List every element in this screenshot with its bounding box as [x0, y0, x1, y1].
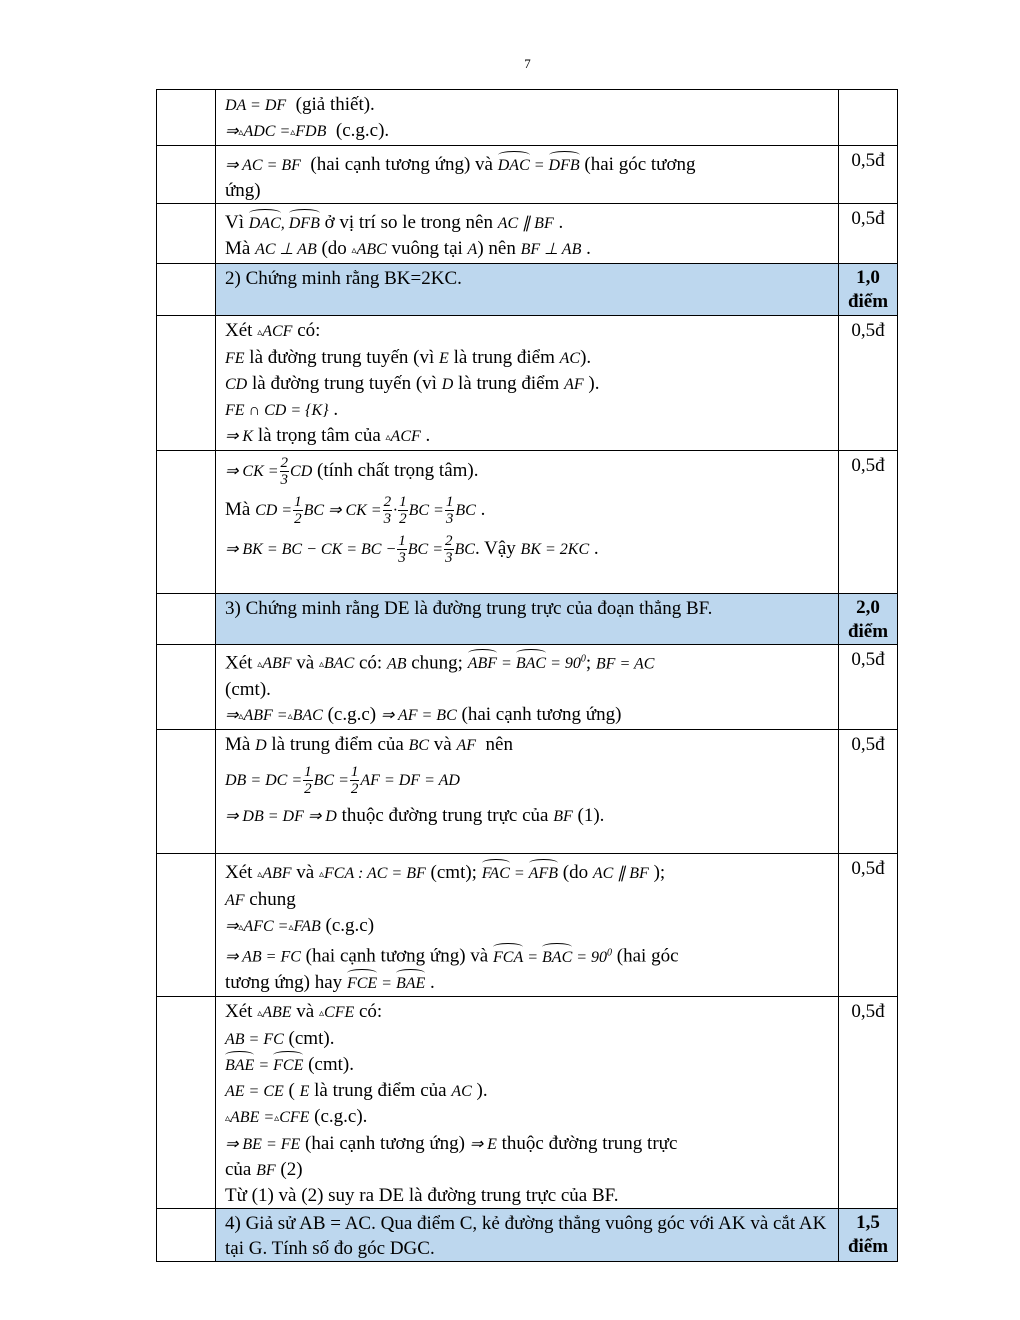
text: (cmt). — [308, 1053, 354, 1075]
score-cell: 0,5đ — [839, 316, 898, 451]
score-value: 2,0 — [856, 597, 880, 618]
score-cell: 0,5đ — [839, 996, 898, 1208]
text: (c.g.c). — [335, 120, 390, 141]
text: Mà — [225, 238, 251, 259]
section-title: 4) Giả sử AB = AC. Qua điểm C, kẻ đường thẳng vuông góc với AK và cắt AK tại G. Tính số đo góc DGC. — [216, 1208, 839, 1261]
text: nên — [485, 734, 513, 756]
text: ứng) — [225, 180, 261, 201]
table-row — [157, 451, 898, 594]
solution-table — [156, 89, 898, 1262]
text: (cmt); — [430, 862, 477, 884]
text: và — [296, 862, 315, 884]
text: Xét — [225, 320, 253, 341]
empty-cell — [157, 90, 216, 146]
text: là trung điểm của — [314, 1079, 447, 1101]
score-cell: 0,5đ — [839, 730, 898, 854]
text: và — [433, 734, 452, 756]
text: thuộc đường trung trực — [501, 1132, 678, 1154]
solution-cell: Xét ▵ABF và ▵BAC có: AB chung; ABF = BAC = $90^0$; BF = AC (cmt). ⇒▵ABF =▵BAC (c.g.c) ⇒ AF = BC (hai cạnh tương ứng) — [216, 645, 839, 730]
score-value: 1,0 — [856, 267, 880, 288]
text: là trung điểm — [453, 347, 555, 368]
table-row-section-header — [157, 264, 898, 316]
table-row — [157, 146, 898, 204]
text: (hai cạnh tương ứng) và — [310, 154, 493, 175]
text: (hai cạnh tương ứng) và — [305, 945, 489, 967]
empty-cell — [157, 146, 216, 204]
text: ở vị trí so le trong nên — [324, 212, 493, 233]
text: có: — [358, 652, 383, 674]
score-cell: 0,5đ — [839, 204, 898, 264]
text: (hai cạnh tương ứng) — [461, 704, 622, 726]
solution-cell: Mà D là trung điểm của BC và AF nên DB = DC = $\frac{1}{2}$ BC = $\frac{1}{2}$ AF = DF = AD ⇒ DB = DF ⇒ D thuộc đường trung trực của BF (1). — [216, 730, 839, 854]
score-value: 1,5 — [856, 1211, 880, 1233]
text: và — [296, 1000, 315, 1022]
text: của — [225, 1158, 252, 1180]
table-row — [157, 645, 898, 730]
text: chung; — [411, 652, 463, 674]
text: Vì — [225, 212, 244, 233]
empty-cell — [157, 996, 216, 1208]
empty-cell — [157, 854, 216, 996]
text: Xét — [225, 1000, 253, 1022]
table-row — [157, 996, 898, 1208]
empty-cell — [157, 730, 216, 854]
score-cell — [839, 90, 898, 146]
table-row — [157, 854, 898, 996]
text: Từ (1) và (2) suy ra DE là đường trung trực của BF. — [225, 1184, 619, 1206]
text: và — [296, 652, 315, 674]
text: (hai góc — [616, 945, 679, 967]
text: là trung điểm — [458, 373, 560, 394]
text: Mà — [225, 498, 251, 520]
text: ) nên — [477, 238, 516, 259]
text: Xét — [225, 652, 253, 674]
text: thuộc đường trung trực của — [341, 805, 549, 827]
text: . Vậy — [474, 537, 516, 559]
text: là trọng tâm của — [257, 425, 381, 446]
empty-cell — [157, 204, 216, 264]
text: (hai cạnh tương ứng) — [305, 1132, 465, 1154]
section-title: 2) Chứng minh rằng BK=2KC. — [216, 264, 839, 316]
text: (c.g.c) — [325, 915, 375, 937]
section-score — [839, 264, 898, 316]
text: (cmt). — [225, 679, 271, 701]
text: (c.g.c). — [314, 1105, 368, 1127]
solution-cell: ⇒ CK = $\frac{2}{3}$ CD (tính chất trọng tâm). Mà CD = $\frac{1}{2}$ BC ⇒ CK = $\frac{2}{3}$ · $\frac{1}{2}$ BC = $\frac{1}{3}$ BC . ⇒ BK = BC − CK = BC − $\frac{1}{3}$ BC = $\frac{2}{3}$ BC. Vậy BK = 2KC . — [216, 451, 839, 594]
score-cell: 0,5đ — [839, 854, 898, 996]
text: (tính chất trọng tâm). — [317, 459, 479, 481]
score-unit: điểm — [847, 1235, 889, 1257]
text: (do — [562, 862, 589, 884]
score-cell: 0,5đ — [839, 146, 898, 204]
empty-cell — [157, 645, 216, 730]
text: tương ứng) hay — [225, 971, 343, 993]
text: (hai góc tương — [584, 154, 696, 175]
table-row — [157, 204, 898, 264]
text: Mà — [225, 734, 251, 756]
score-unit: điểm — [847, 291, 889, 312]
section-score — [839, 1208, 898, 1261]
table-row-section-header — [157, 1208, 898, 1261]
text: (2) — [280, 1158, 303, 1180]
score-cell: 0,5đ — [839, 645, 898, 730]
empty-cell — [157, 451, 216, 594]
solution-cell: Xét ▵ABF và ▵FCA : AC = BF (cmt); FAC = AFB (do AC ∥ BF ); AF chung ⇒▵AFC =▵FAB (c.g.c) ⇒ AB = FC (hai cạnh tương ứng) và FCA = BAC = $90^0$ (hai góc tương ứng) hay FCE = BAE . — [216, 854, 839, 996]
empty-cell — [157, 594, 216, 645]
text: vuông tại — [391, 238, 463, 259]
section-score — [839, 594, 898, 645]
solution-cell: ⇒ AC = BF (hai cạnh tương ứng) và DAC = DFB (hai góc tương ứng) — [216, 146, 839, 204]
table-row — [157, 730, 898, 854]
text: (c.g.c) — [327, 704, 377, 726]
text: là đường trung tuyến (vì — [249, 347, 435, 368]
solution-cell: DA = DF (giả thiết). ⇒▵ADC =▵FDB (c.g.c). — [216, 90, 839, 146]
empty-cell — [157, 1208, 216, 1261]
text: có: — [297, 320, 321, 341]
empty-cell — [157, 264, 216, 316]
text: (do — [321, 238, 347, 259]
section-title: 3) Chứng minh rằng DE là đường trung trực của đoạn thẳng BF. — [216, 594, 839, 645]
text: chung — [249, 889, 296, 911]
table-row — [157, 316, 898, 451]
table-row — [157, 90, 898, 146]
text: là trung điểm của — [271, 734, 404, 756]
score-cell: 0,5đ — [839, 451, 898, 594]
text: (cmt). — [288, 1027, 335, 1049]
score-unit: điểm — [847, 621, 889, 642]
solution-cell: Xét ▵ACF có: FE là đường trung tuyến (vì E là trung điểm AC). CD là đường trung tuyến (vì D là trung điểm AF ). FE ∩ CD = {K} . ⇒ K là trọng tâm của ▵ACF . — [216, 316, 839, 451]
solution-cell: Vì DAC, DFB ở vị trí so le trong nên AC ∥ BF . Mà AC ⊥ AB (do ▵ABC vuông tại A) nên BF ⊥ AB . — [216, 204, 839, 264]
text: là đường trung tuyến (vì — [251, 373, 437, 394]
text: (1). — [577, 805, 605, 827]
text: (giả thiết). — [295, 94, 375, 115]
text: Xét — [225, 862, 253, 884]
solution-cell: Xét ▵ABE và ▵CFE có: AB = FC (cmt). BAE = FCE (cmt). AE = CE ( E là trung điểm của AC ). ▵ABE =▵CFE (c.g.c). ⇒ BE = FE (hai cạnh tương ứng) ⇒ E thuộc đường trung trực của BF (2) Từ (1) và (2) suy ra DE là đường trung trực của BF. — [216, 996, 839, 1208]
page-number: 7 — [524, 56, 531, 71]
table-row-section-header — [157, 594, 898, 645]
empty-cell — [157, 316, 216, 451]
text: có: — [358, 1000, 383, 1022]
